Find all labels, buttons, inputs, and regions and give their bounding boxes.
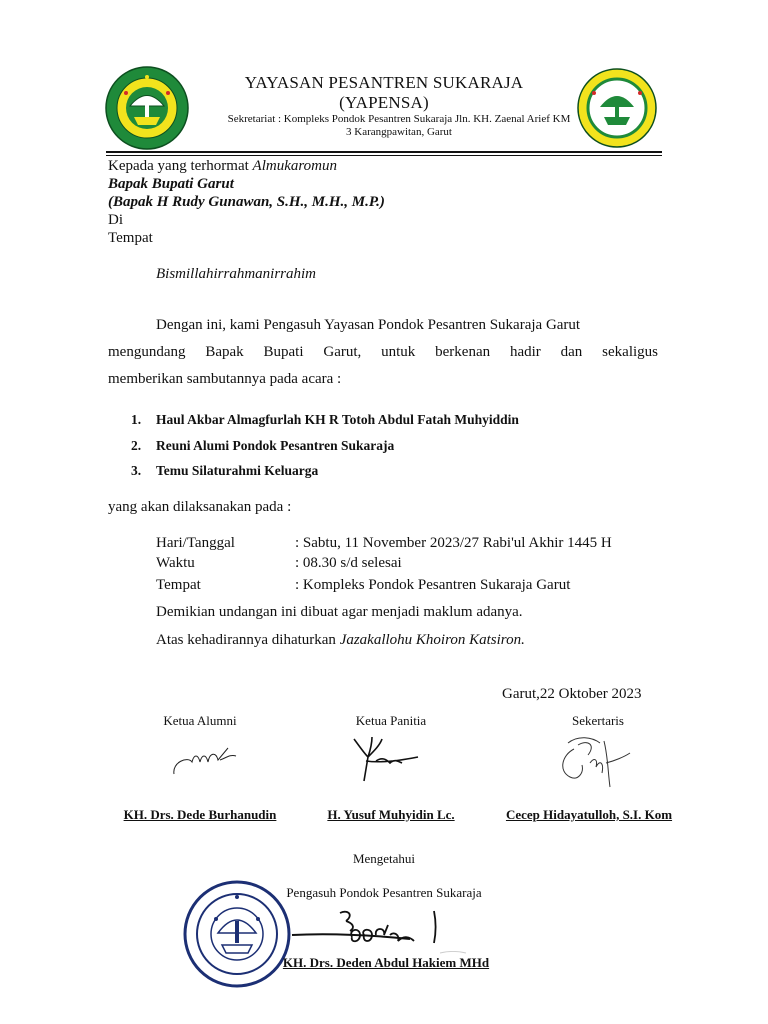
schedule-intro: yang akan dilaksanakan pada :	[108, 499, 292, 515]
agenda-item-3: 3. Temu Silaturahmi Keluarga	[131, 463, 319, 478]
place-date: Garut,22 Oktober 2023	[502, 686, 642, 702]
recipient-di: Di	[108, 212, 123, 228]
address-line-1: Sekretariat : Kompleks Pondok Pesantren Sukaraja Jln. KH. Zaenal Arief KM	[227, 113, 571, 125]
schedule-row-place: Tempat : Kompleks Pondok Pesantren Sukaraja Garut	[156, 577, 571, 593]
signatory-role-2: Ketua Panitia	[355, 713, 427, 728]
schedule-row-date: Hari/Tanggal : Sabtu, 11 November 2023/27 Rabi'ul Akhir 1445 H	[156, 535, 612, 551]
closing-line-1: Demikian undangan ini dibuat agar menjadi maklum adanya.	[156, 604, 523, 620]
body-line-1: Dengan ini, kami Pengasuh Yayasan Pondok Pesantren Sukaraja Garut	[156, 317, 581, 333]
recipient-title: Bapak Bupati Garut	[108, 176, 234, 192]
agenda-item-2: 2. Reuni Alumi Pondok Pesantren Sukaraja	[131, 438, 395, 453]
acknowledge-role: Pengasuh Pondok Pesantren Sukaraja	[286, 885, 482, 900]
signature-1	[168, 740, 248, 785]
recipient-name: (Bapak H Rudy Gunawan, S.H., M.H., M.P.)	[108, 194, 385, 210]
closing-line-2: Atas kehadirannya dihaturkan Jazakallohu Khoiron Katsiron.	[156, 632, 525, 648]
header-rule-thick	[106, 151, 662, 153]
header-rule-thin	[106, 155, 662, 156]
body-line-2: mengundang Bapak Bupati Garut, untuk berkenan hadir dan sekaligus	[108, 344, 658, 360]
signatory-name-2: H. Yusuf Muhyidin Lc.	[327, 807, 455, 822]
signatory-role-3: Sekertaris	[572, 713, 624, 728]
recipient-line-1	[108, 157, 337, 175]
signature-3	[548, 733, 638, 794]
signatory-name-1: KH. Drs. Dede Burhanudin	[123, 807, 277, 822]
signatory-role-1: Ketua Alumni	[163, 713, 237, 728]
acknowledge-label: Mengetahui	[352, 851, 416, 866]
recipient-salutation: Kepada yang terhormat	[108, 158, 253, 174]
greeting: Bismillahirrahmanirrahim	[156, 266, 317, 282]
body-paragraph	[108, 312, 658, 393]
recipient-honorific: Almukaromun	[252, 158, 337, 174]
schedule-row-time: Waktu : 08.30 s/d selesai	[156, 555, 402, 571]
signature-2	[346, 733, 426, 790]
agenda-item-1: 1. Haul Akbar Almagfurlah KH R Totoh Abdul Fatah Muhyiddin	[131, 412, 519, 427]
body-line-3: memberikan sambutannya pada acara :	[108, 371, 342, 387]
address-line-2: 3 Karangpawitan, Garut	[346, 126, 452, 138]
recipient-place: Tempat	[108, 230, 153, 246]
signatory-name-3: Cecep Hidayatulloh, S.I. Kom	[505, 807, 673, 822]
org-abbr: (YAPENSA)	[339, 93, 429, 112]
acknowledge-name: KH. Drs. Deden Abdul Hakiem MHd	[282, 955, 490, 970]
org-name: YAYASAN PESANTREN SUKARAJA	[244, 73, 524, 92]
